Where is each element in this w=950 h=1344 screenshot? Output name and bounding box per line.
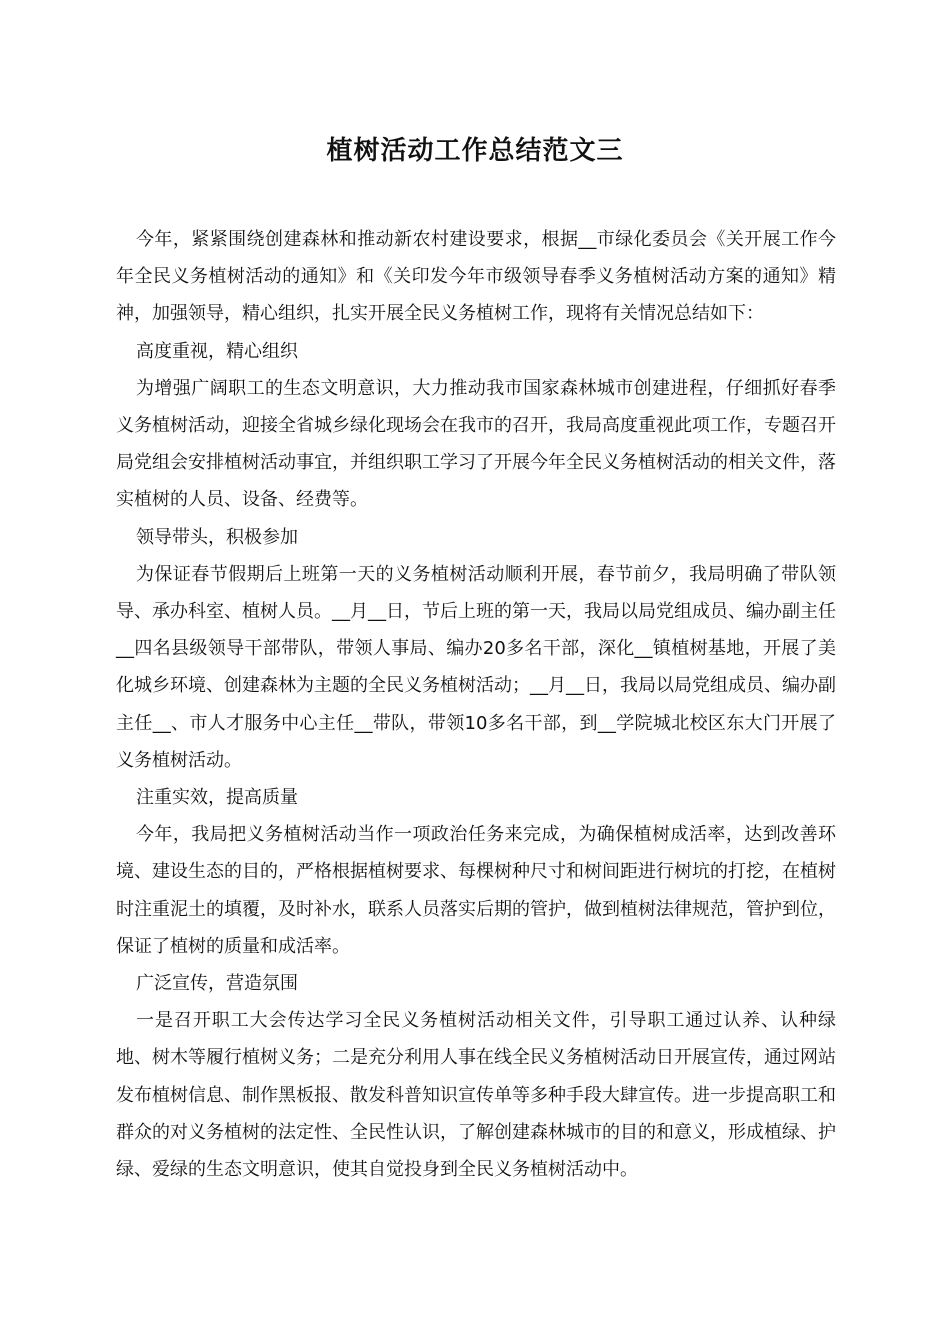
paragraph: 为保证春节假期后上班第一天的义务植树活动顺利开展，春节前夕，我局明确了带队领导、承办科室、植树人员。__月__日，节后上班的第一天，我局以局党组成员、编办副主任__四名县级领导干部带队，带领人事局、编办20多名干部，深化__镇植树基地，开展了美化城乡环境、创建森林为主题的全民义务植树活动；__月__日，我局以局党组成员、编办副主任__、市人才服务中心主任__带队，带领10多名干部，到__学院城北校区东大门开展了义务植树活动。: [116, 563, 836, 771]
paragraph: 今年，我局把义务植树活动当作一项政治任务来完成，为确保植树成活率，达到改善环境、建设生态的目的，严格根据植树要求、每棵树种尺寸和树间距进行树坑的打挖，在植树时注重泥土的填覆，及时补水，联系人员落实后期的管护，做到植树法律规范，管护到位，保证了植树的质量和成活率。: [116, 824, 836, 957]
paragraph-intro: 今年，紧紧围绕创建森林和推动新农村建设要求，根据__市绿化委员会《关开展工作今年全民义务植树活动的通知》和《关印发今年市级领导春季义务植树活动方案的通知》精神，加强领导，精心组织，扎实开展全民义务植树工作，现将有关情况总结如下：: [116, 229, 836, 325]
document-body: [116, 221, 836, 1188]
document-title: 植树活动工作总结范文三: [326, 136, 624, 166]
paragraph: 为增强广阔职工的生态文明意识，大力推动我市国家森林城市创建进程，仔细抓好春季义务植树活动，迎接全省城乡绿化现场会在我市的召开，我局高度重视此项工作，专题召开局党组会安排植树活动事宜，并组织职工学习了开展今年全民义务植树活动的相关文件，落实植树的人员、设备、经费等。: [116, 377, 836, 511]
section-heading: 领导带头，积极参加: [136, 526, 298, 548]
paragraph: 一是召开职工大会传达学习全民义务植树活动相关文件，引导职工通过认养、认种绿地、树木等履行植树义务；二是充分利用人事在线全民义务植树活动日开展宣传，通过网站发布植树信息、制作黑板报、散发科普知识宣传单等多种手段大肆宣传。进一步提高职工和群众的对义务植树的法定性、全民性认识，了解创建森林城市的目的和意义，形成植绿、护绿、爱绿的生态文明意识，使其自觉投身到全民义务植树活动中。: [116, 1010, 836, 1181]
section-heading: 注重实效，提高质量: [136, 787, 298, 809]
section-heading: 高度重视，精心组织: [136, 340, 298, 362]
section-heading: 广泛宣传，营造氛围: [136, 973, 298, 995]
